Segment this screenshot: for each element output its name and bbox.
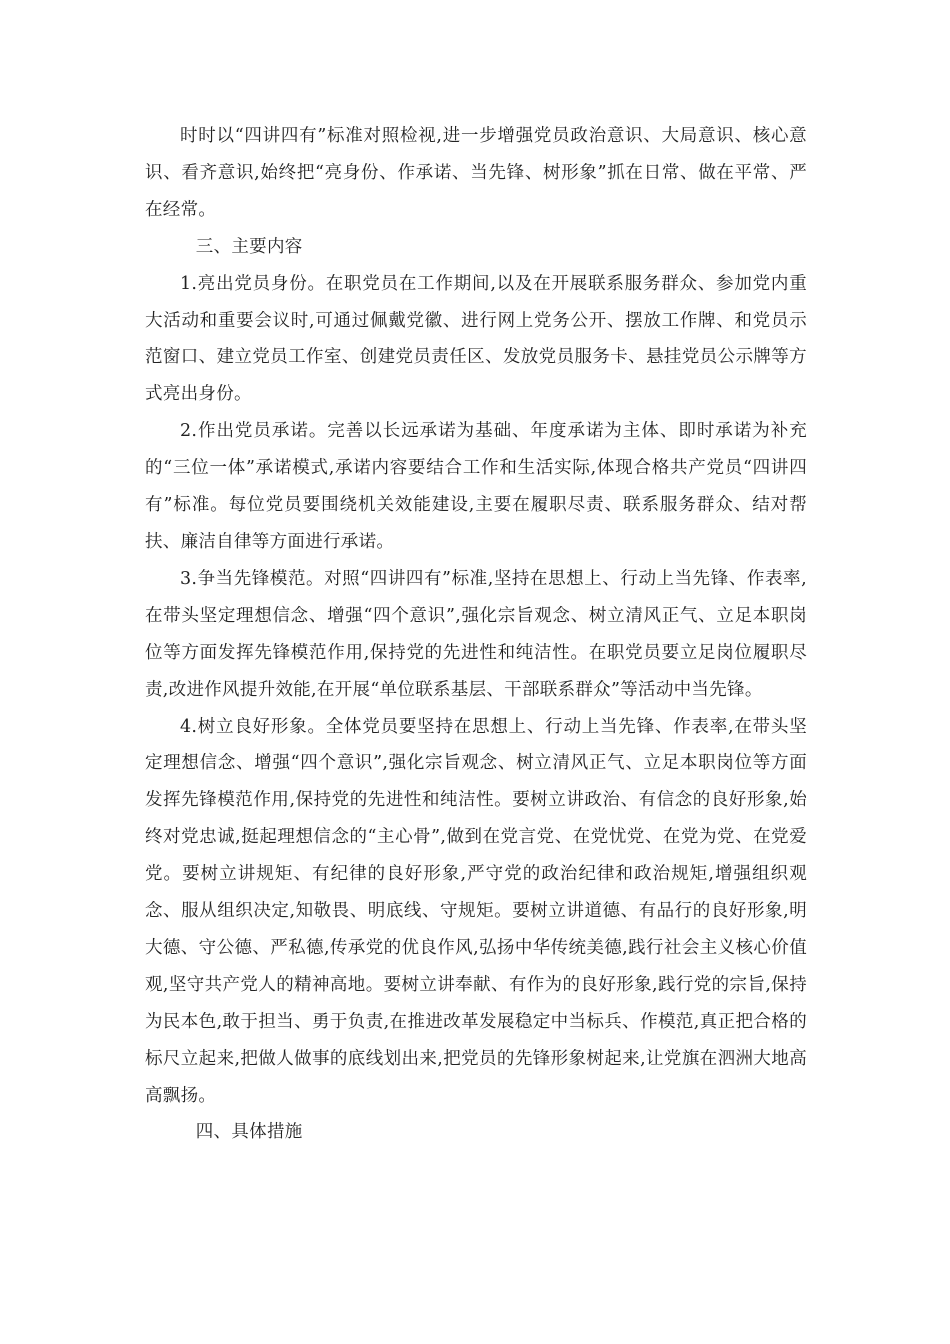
paragraph-intro-continuation: 时时以“四讲四有”标准对照检视,进一步增强党员政治意识、大局意识、核心意识、看齐意识,始终把“亮身份、作承诺、当先锋、树形象”抓在日常、做在平常、严在经常。 [145, 126, 807, 220]
paragraph-item-1: 1.亮出党员身份。在职党员在工作期间,以及在开展联系服务群众、参加党内重大活动和重要会议时,可通过佩戴党徽、进行网上党务公开、摆放工作牌、和党员示范窗口、建立党员工作室、创建党员责任区、发放党员服务卡、悬挂党员公示牌等方式亮出身份。 [145, 273, 807, 405]
paragraph-item-3: 3.争当先锋模范。对照“四讲四有”标准,坚持在思想上、行动上当先锋、作表率,在带头坚定理想信念、增强“四个意识”,强化宗旨观念、树立清风正气、立足本职岗位等方面发挥先锋模范作用,保持党的先进性和纯洁性。在职党员要立足岗位履职尽责,改进作风提升效能,在开展“单位联系基层、干部联系群众”等活动中当先锋。 [145, 568, 807, 700]
paragraph-item-4: 4.树立良好形象。全体党员要坚持在思想上、行动上当先锋、作表率,在带头坚定理想信念、增强“四个意识”,强化宗旨观念、树立清风正气、立足本职岗位等方面发挥先锋模范作用,保持党的先进性和纯洁性。要树立讲政治、有信念的良好形象,始终对党忠诚,挺起理想信念的“主心骨”,做到在党言党、在党忧党、在党为党、在党爱党。要树立讲规矩、有纪律的良好形象,严守党的政治纪律和政治规矩,增强组织观念、服从组织决定,知敬畏、明底线、守规矩。要树立讲道德、有品行的良好形象,明大德、守公德、严私德,传承党的优良作风,弘扬中华传统美德,践行社会主义核心价值观,坚守共产党人的精神高地。要树立讲奉献、有作为的良好形象,践行党的宗旨,保持为民本色,敢于担当、勇于负责,在推进改革发展稳定中当标兵、作模范,真正把合格的标尺立起来,把做人做事的底线划出来,把党员的先锋形象树起来,让党旗在泗洲大地高高飘扬。 [145, 716, 807, 1106]
document-body [145, 118, 807, 1151]
paragraph-item-2: 2.作出党员承诺。完善以长远承诺为基础、年度承诺为主体、即时承诺为补充的“三位一体”承诺模式,承诺内容要结合工作和生活实际,体现合格共产党员“四讲四有”标准。每位党员要围绕机关效能建设,主要在履职尽责、联系服务群众、结对帮扶、廉洁自律等方面进行承诺。 [145, 421, 807, 552]
section-heading-measures: 四、具体措施 [195, 1122, 303, 1143]
section-heading-main-content: 三、主要内容 [195, 236, 303, 257]
